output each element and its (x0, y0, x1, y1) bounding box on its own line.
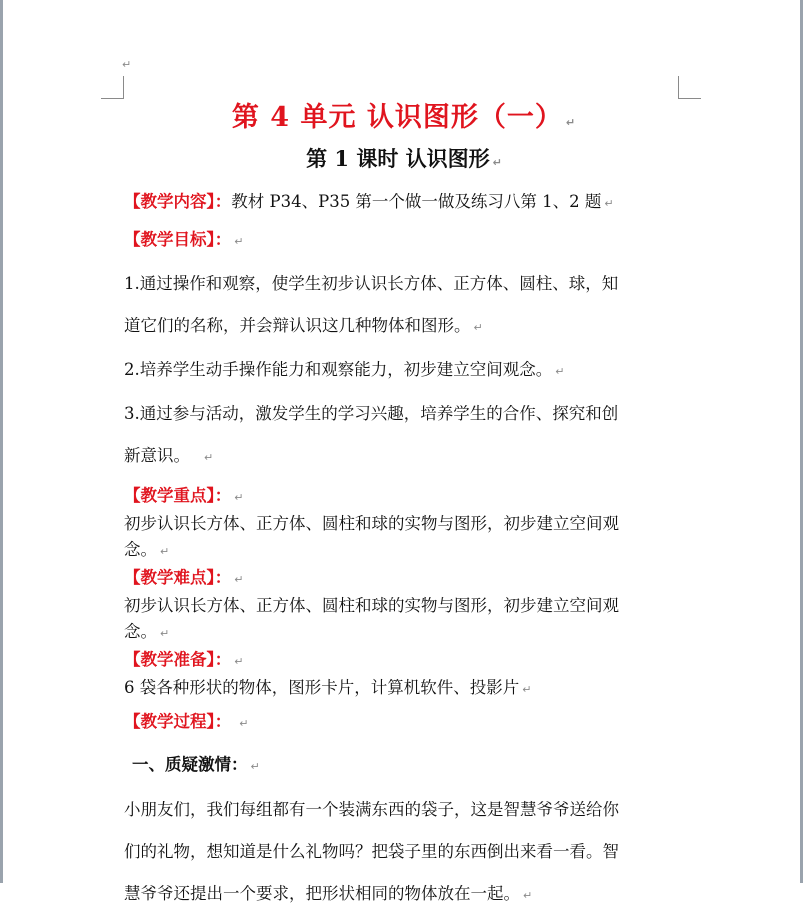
paragraph-mark: ↵ (204, 451, 214, 464)
paragraph-mark-top: ↵ (122, 58, 132, 71)
paragraph-mark: ↵ (160, 627, 170, 640)
unit-title (124, 98, 684, 143)
unit-title-text: 第 4 单元 认识图形（一） (231, 102, 563, 133)
paragraph-mark: ↵ (234, 491, 244, 504)
paragraph-mark: ↵ (604, 197, 614, 210)
goal-3-line-1: 3.通过参与活动，激发学生的学习兴趣，培养学生的合作、探究和创 (124, 404, 619, 423)
goal-2 (124, 349, 684, 393)
paragraph-mark: ↵ (239, 717, 249, 730)
paragraph-mark: ↵ (234, 235, 244, 248)
lesson-subtitle (124, 143, 684, 179)
paragraph-mark: ↵ (565, 116, 577, 129)
paragraph-mark: ↵ (234, 655, 244, 668)
goals-heading (124, 219, 684, 263)
prep-label: 【教学准备】： (124, 650, 232, 669)
paragraph-mark: ↵ (250, 760, 260, 773)
intro-line-1: 小朋友们，我们每组都有一个装满东西的袋子，这是智慧爷爷送给你 (124, 800, 619, 819)
goal-3-line-2 (124, 435, 684, 479)
page-edge-left (0, 0, 3, 883)
goal-1-line-1: 1.通过操作和观察，使学生初步认识长方体、正方体、圆柱、球，知 (124, 274, 619, 293)
document-body[interactable] (124, 98, 684, 917)
difficulty-heading (124, 565, 684, 593)
goal-2-text: 2.培养学生动手操作能力和观察能力，初步建立空间观念。 (124, 360, 553, 379)
section-1-heading (124, 743, 684, 789)
process-label: 【教学过程】： (124, 712, 232, 731)
difficulty-line-2-text: 念。 (124, 622, 157, 641)
goal-3-line-2-text: 新意识。 (124, 446, 190, 465)
goal-1-line-2 (124, 305, 684, 349)
difficulty-line-1: 初步认识长方体、正方体、圆柱和球的实物与图形，初步建立空间观 (124, 596, 619, 615)
keypoint-line-2-text: 念。 (124, 540, 157, 559)
paragraph-mark: ↵ (522, 683, 532, 696)
content-label: 【教学内容】： (124, 192, 232, 211)
prep-text (124, 675, 684, 703)
keypoint-line-1: 初步认识长方体、正方体、圆柱和球的实物与图形，初步建立空间观 (124, 514, 619, 533)
difficulty-label: 【教学难点】： (124, 568, 232, 587)
margin-corner-top-left (101, 76, 124, 99)
paragraph-mark: ↵ (473, 321, 483, 334)
keypoint-label: 【教学重点】： (124, 486, 232, 505)
paragraph-mark: ↵ (492, 156, 502, 169)
paragraph-mark: ↵ (234, 573, 244, 586)
intro-line-3-text: 慧爷爷还提出一个要求，把形状相同的物体放在一起。 (124, 884, 520, 903)
goals-label: 【教学目标】： (124, 230, 232, 249)
intro-line-2: 们的礼物，想知道是什么礼物吗？把袋子里的东西倒出来看一看。智 (124, 842, 619, 861)
section-1-heading-text: 一、质疑激情： (132, 755, 248, 774)
difficulty-line-2 (124, 619, 684, 647)
paragraph-mark: ↵ (160, 545, 170, 558)
goal-1-line-2-text: 道它们的名称，并会辩认识这几种物体和图形。 (124, 316, 471, 335)
paragraph-mark: ↵ (523, 889, 533, 902)
lesson-subtitle-text: 第 1 课时 认识图形 (306, 146, 490, 171)
paragraph-mark: ↵ (555, 365, 565, 378)
keypoint-line-2 (124, 537, 684, 565)
content-paragraph (124, 187, 684, 219)
keypoint-heading (124, 483, 684, 511)
prep-heading (124, 647, 684, 675)
prep-text-content: 6 袋各种形状的物体，图形卡片，计算机软件、投影片 (124, 678, 520, 697)
intro-line-3 (124, 873, 684, 917)
content-text: 教材 P34、P35 第一个做一做及练习八第 1、2 题 (231, 192, 602, 211)
margin-corner-top-right (678, 76, 701, 99)
process-heading (124, 703, 684, 743)
